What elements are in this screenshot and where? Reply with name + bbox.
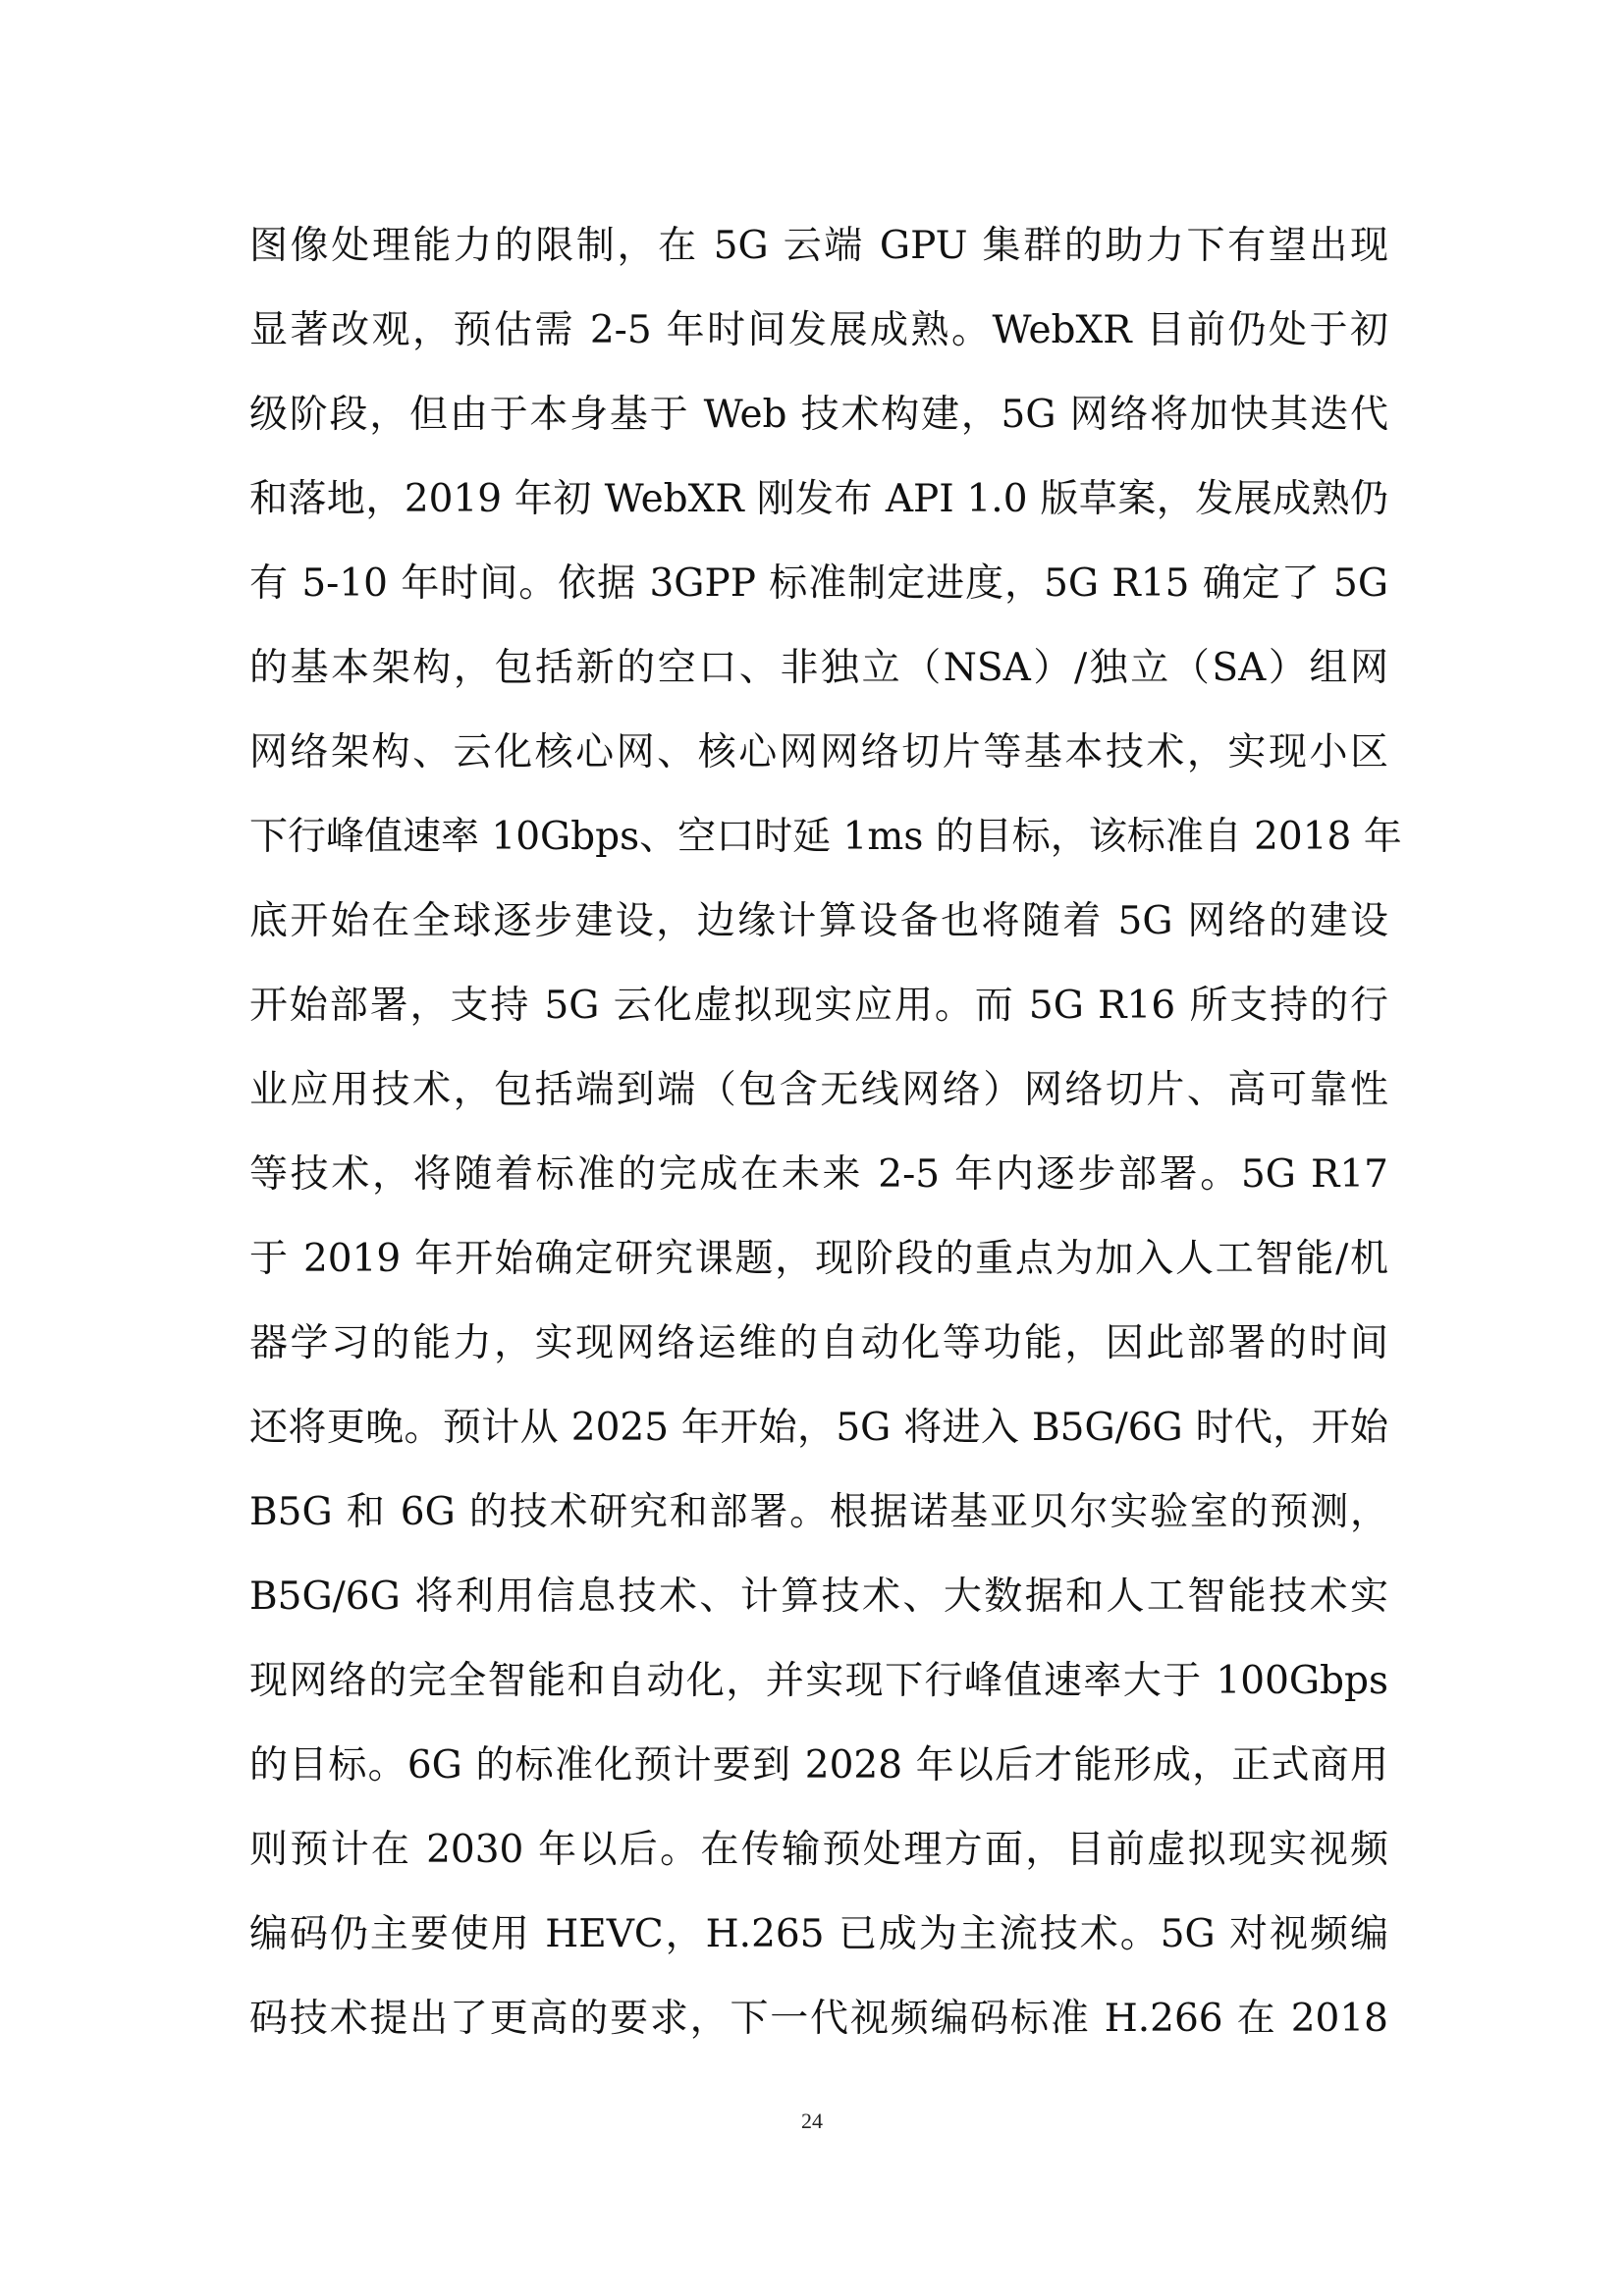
text-line: 现网络的完全智能和自动化，并实现下行峰值速率大于 100Gbps — [249, 1659, 1388, 1703]
text-line: 等技术，将随着标准的完成在未来 2-5 年内逐步部署。5G R17 — [249, 1152, 1388, 1197]
text-line: 显著改观，预估需 2-5 年时间发展成熟。WebXR 目前仍处于初 — [249, 308, 1388, 352]
text-line: 图像处理能力的限制，在 5G 云端 GPU 集群的助力下有望出现 — [249, 224, 1388, 268]
text-line: 网络架构、云化核心网、核心网网络切片等基本技术，实现小区 — [249, 730, 1388, 774]
text-line: 码技术提出了更高的要求，下一代视频编码标准 H.266 在 2018 — [249, 1997, 1388, 2041]
text-line: B5G 和 6G 的技术研究和部署。根据诺基亚贝尔实验室的预测， — [249, 1490, 1388, 1534]
text-line: 的目标。6G 的标准化预计要到 2028 年以后才能形成，正式商用 — [249, 1743, 1388, 1788]
body-text — [249, 204, 1402, 2061]
text-line: 有 5-10 年时间。依据 3GPP 标准制定进度，5G R15 确定了 5G — [249, 561, 1388, 606]
page-number: 24 — [801, 2109, 823, 2133]
text-line: 下行峰值速率 10Gbps、空口时延 1ms 的目标，该标准自 2018 年 — [249, 815, 1402, 859]
text-line: 器学习的能力，实现网络运维的自动化等功能，因此部署的时间 — [249, 1321, 1388, 1365]
text-line: 业应用技术，包括端到端（包含无线网络）网络切片、高可靠性 — [249, 1068, 1388, 1112]
text-line: 则预计在 2030 年以后。在传输预处理方面，目前虚拟现实视频 — [249, 1828, 1388, 1872]
text-line: 级阶段，但由于本身基于 Web 技术构建，5G 网络将加快其迭代 — [249, 393, 1388, 437]
text-line: 还将更晚。预计从 2025 年开始，5G 将进入 B5G/6G 时代，开始 — [249, 1406, 1388, 1450]
text-line: 编码仍主要使用 HEVC，H.265 已成为主流技术。5G 对视频编 — [249, 1912, 1388, 1956]
text-line: 底开始在全球逐步建设，边缘计算设备也将随着 5G 网络的建设 — [249, 899, 1388, 943]
text-line: 开始部署，支持 5G 云化虚拟现实应用。而 5G R16 所支持的行 — [249, 984, 1388, 1028]
text-line: 的基本架构，包括新的空口、非独立（NSA）/独立（SA）组网 — [249, 646, 1388, 690]
text-line: 和落地，2019 年初 WebXR 刚发布 API 1.0 版草案，发展成熟仍 — [249, 477, 1388, 521]
text-line: B5G/6G 将利用信息技术、计算技术、大数据和人工智能技术实 — [249, 1575, 1388, 1619]
text-line: 于 2019 年开始确定研究课题，现阶段的重点为加入人工智能/机 — [249, 1237, 1388, 1281]
